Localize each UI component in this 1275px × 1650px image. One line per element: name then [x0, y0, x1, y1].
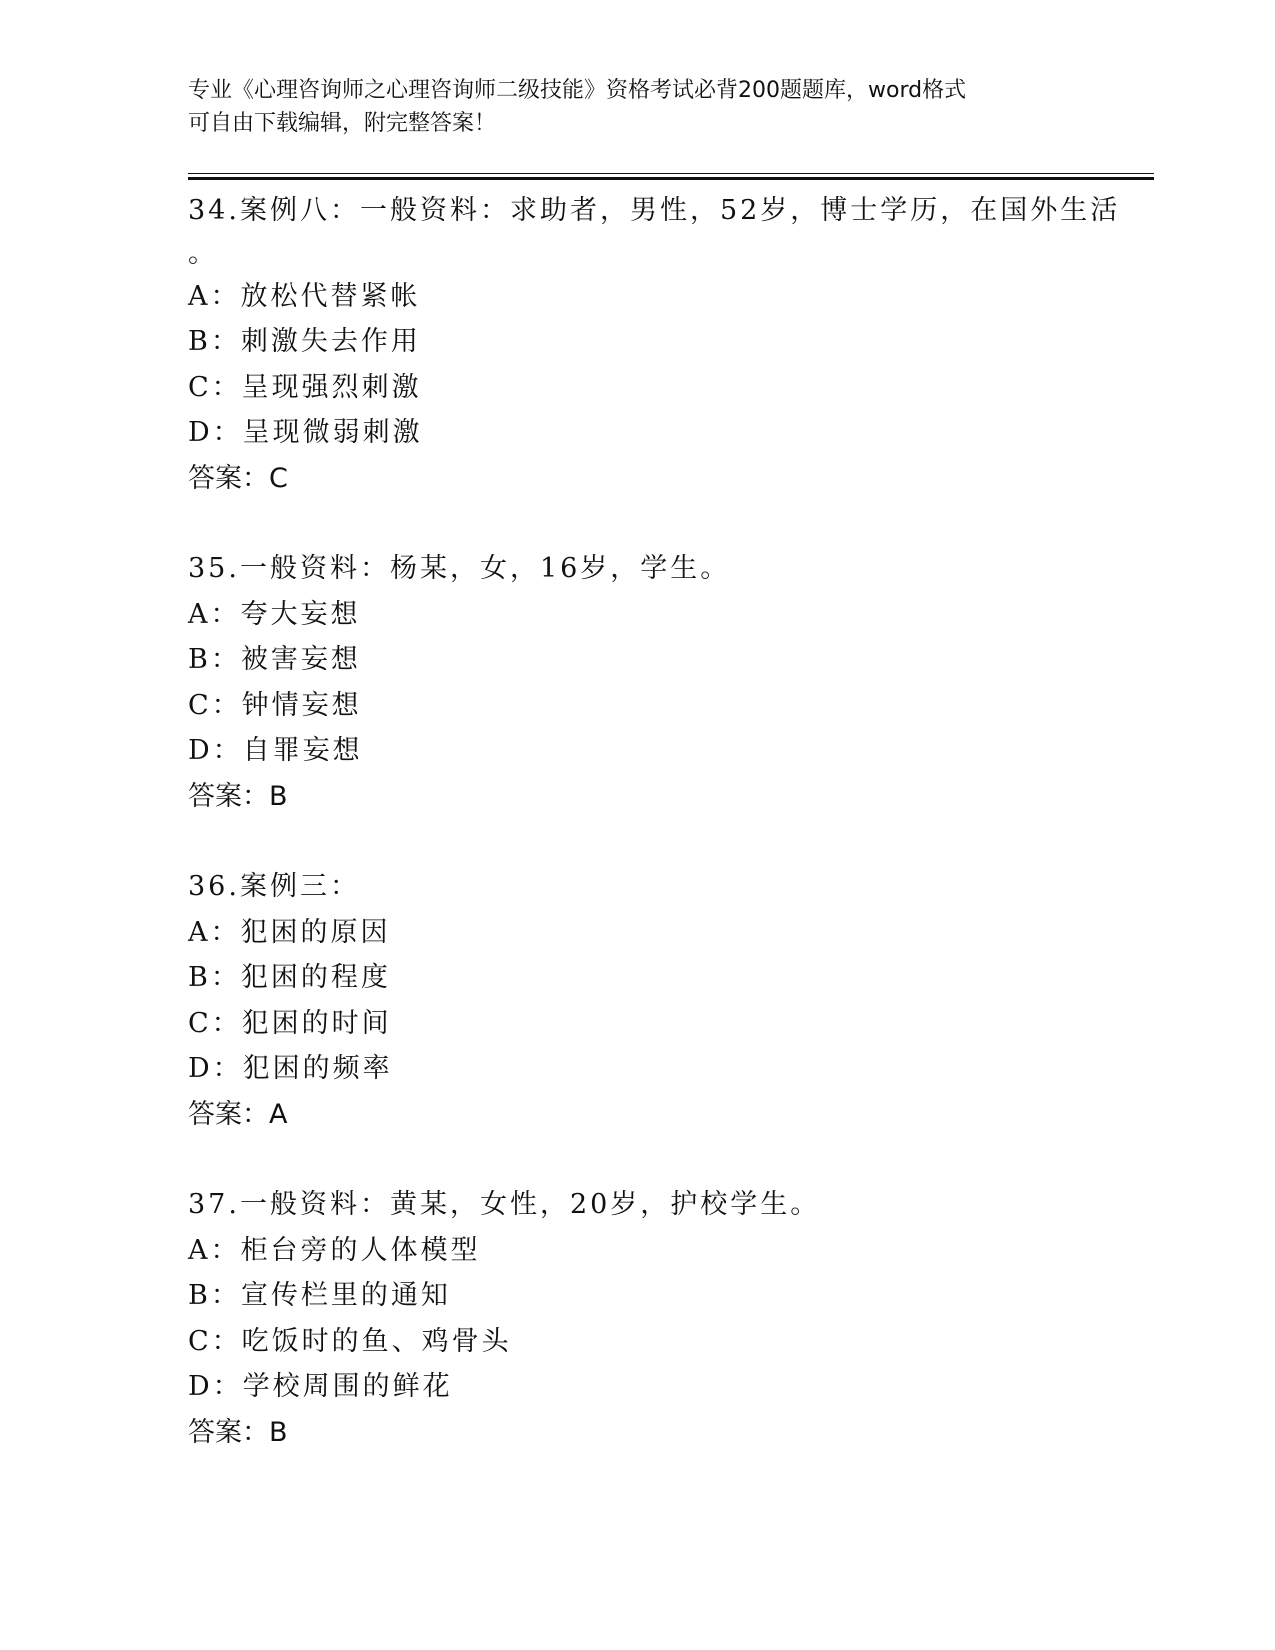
option-a: A：犯困的原因 — [188, 916, 391, 948]
question-37 — [188, 1182, 1128, 1455]
header-title-line-2: 可自由下载编辑，附完整答案！ — [188, 111, 497, 136]
option-c: C：吃饭时的鱼、鸡骨头 — [188, 1325, 512, 1357]
question-stem: 35.一般资料：杨某，女，16岁，学生。 — [188, 553, 731, 584]
option-a: A：放松代替紧帐 — [188, 280, 421, 312]
answer-line: 答案：B — [188, 780, 288, 812]
option-b: B：被害妄想 — [188, 644, 361, 675]
option-c: C：钟情妄想 — [188, 689, 362, 721]
question-stem: 37.一般资料：黄某，女性，20岁，护校学生。 — [188, 1189, 821, 1220]
option-d: D：犯困的频率 — [188, 1053, 393, 1084]
option-d: D：学校周围的鲜花 — [188, 1371, 453, 1402]
option-a: A：夸大妄想 — [188, 598, 361, 630]
option-c: C：呈现强烈刺激 — [188, 371, 422, 403]
header-rule-thick — [188, 177, 1154, 180]
option-b: B：犯困的程度 — [188, 962, 391, 993]
question-36 — [188, 864, 1128, 1137]
question-stem-continuation: 。 — [188, 237, 215, 269]
answer-line: 答案：A — [188, 1098, 288, 1130]
header-title-line-1: 专业《心理咨询师之心理咨询师二级技能》资格考试必背200题题库，word格式 — [188, 78, 967, 103]
question-stem: 36.案例三： — [188, 871, 360, 902]
answer-line: 答案：C — [188, 462, 288, 494]
question-35 — [188, 546, 1128, 819]
document-header — [188, 74, 1088, 140]
option-d: D：呈现微弱刺激 — [188, 417, 423, 448]
answer-line: 答案：B — [188, 1416, 288, 1448]
header-rule-thin — [188, 173, 1154, 174]
option-b: B：刺激失去作用 — [188, 326, 421, 357]
option-a: A：柜台旁的人体模型 — [188, 1234, 481, 1266]
question-stem: 34.案例八：一般资料：求助者，男性，52岁，博士学历，在国外生活 — [188, 195, 1121, 226]
question-list — [188, 188, 1128, 1500]
question-34 — [188, 188, 1128, 501]
option-d: D：自罪妄想 — [188, 735, 363, 766]
option-b: B：宣传栏里的通知 — [188, 1280, 451, 1311]
option-c: C：犯困的时间 — [188, 1007, 392, 1039]
